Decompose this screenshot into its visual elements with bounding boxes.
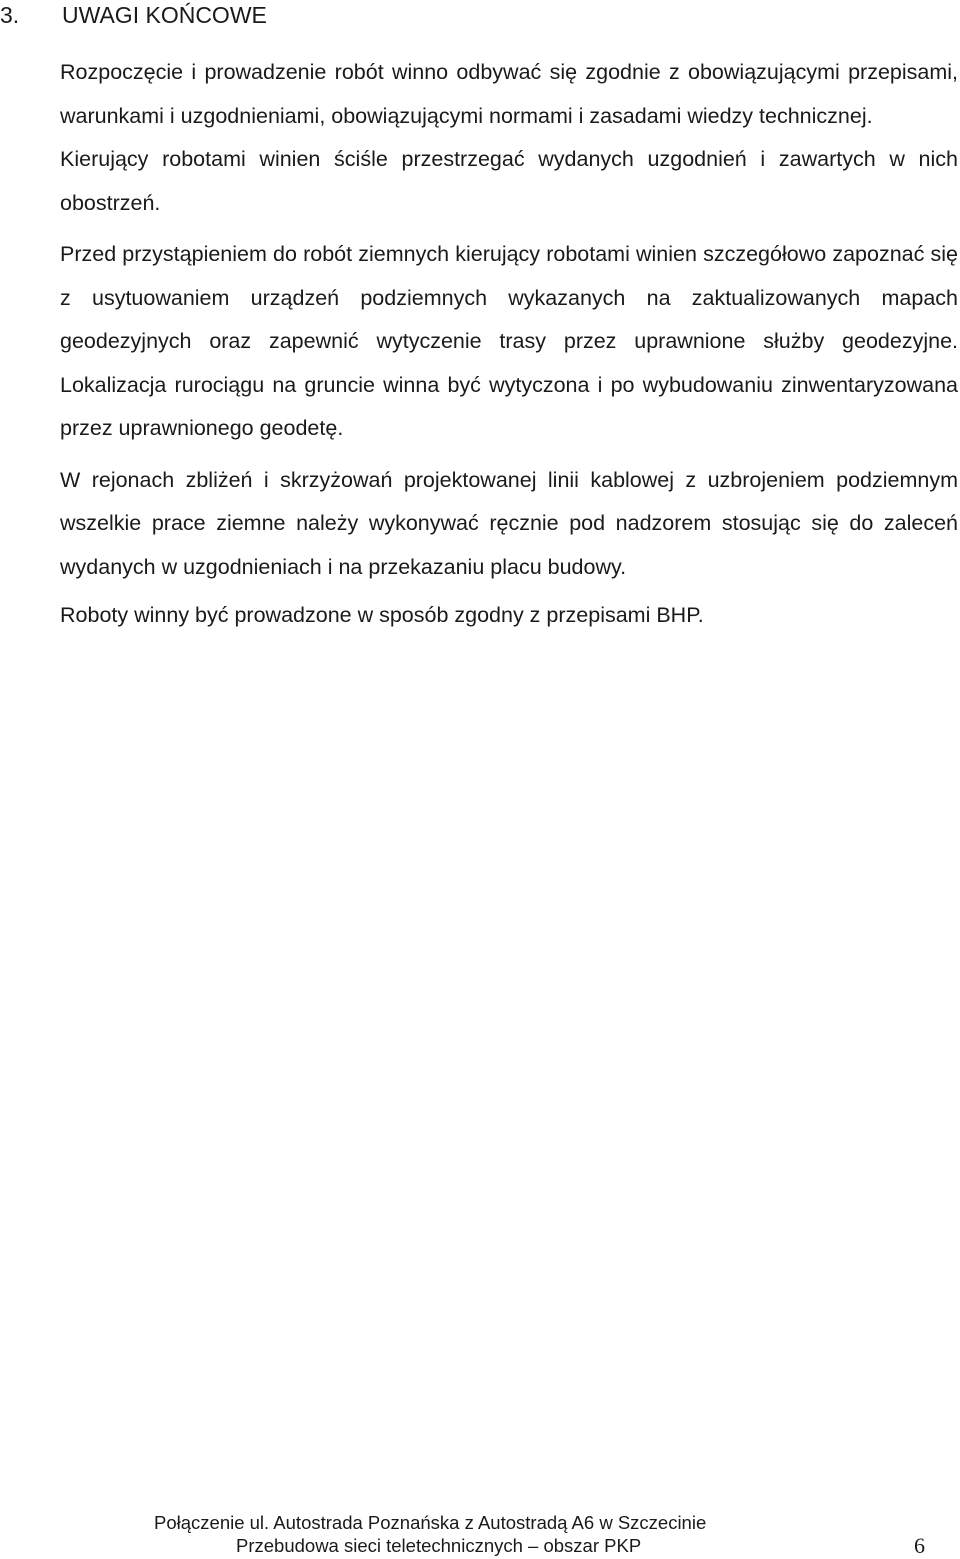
- paragraph: W rejonach zbliżeń i skrzyżowań projektowanej linii kablowej z uzbrojeniem podziemnym wszelkie prace ziemne należy wykonywać ręcznie pod nadzorem stosując się do zaleceń wydanych w uzgodnieniach i na przekazaniu placu budowy.: [60, 467, 958, 579]
- section-heading: [0, 2, 267, 28]
- paragraph: Przed przystąpieniem do robót ziemnych kierujący robotami winien szczegółowo zapoznać się z usytuowaniem urządzeń podziemnych wykazanych na zaktualizowanych mapach geodezyjnych oraz zapewnić wytyczenie trasy przez uprawnione służby geodezyjne. Lokalizacja rurociągu na gruncie winna być wytyczona i po wybudowaniu zinwentaryzowana przez uprawnionego geodetę.: [60, 242, 958, 440]
- footer-project-subtitle: Przebudowa sieci teletechnicznych – obszar PKP: [236, 1535, 642, 1556]
- paragraph: Rozpoczęcie i prowadzenie robót winno odbywać się zgodnie z obowiązującymi przepisami, warunkami i uzgodnieniami, obowiązującymi normami i zasadami wiedzy technicznej.: [60, 60, 958, 128]
- section-number: 3.: [0, 2, 20, 28]
- section-title: UWAGI KOŃCOWE: [62, 2, 267, 28]
- footer-project-title: Połączenie ul. Autostrada Poznańska z Autostradą A6 w Szczecinie: [154, 1512, 707, 1533]
- document-body: [60, 51, 958, 638]
- paragraph: Kierujący robotami winien ściśle przestrzegać wydanych uzgodnień i zawartych w nich obostrzeń.: [60, 147, 958, 215]
- paragraph: Roboty winny być prowadzone w sposób zgodny z przepisami BHP.: [60, 603, 704, 627]
- page-number: 6: [914, 1533, 925, 1558]
